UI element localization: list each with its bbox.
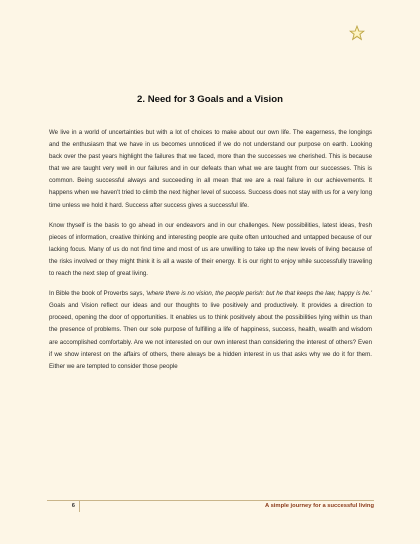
paragraph-3 <box>49 288 372 373</box>
page-footer <box>47 500 374 513</box>
paragraph-2: Know thyself is the basis to go ahead in our endeavors and in our challenges. New possibilities, latest ideas, fresh pieces of information, creative thinking and interesting people are quite often untouched and untapped because of our lacking focus. Many of us do not find time and most of us are unwilling to take up the new levels of living because of the risks involved or they might think it is all a waste of their energy. It is our right to enjoy while successfully traveling to reach the next step of great living. <box>49 221 372 278</box>
star-icon <box>349 25 365 41</box>
proverbs-quote: 'where there is no vision, the people perish: but he that keeps the law, happy is he.' <box>145 290 372 298</box>
paragraph-3-rest: Goals and Vision reflect our ideas and our thoughts to live positively and productively. It provides a direction to proceed, opening the door of opportunities. It enables us to think positively about the possibilities lying within us than the presence of problems. Then our sole purpose of fulfilling a life of happiness, success, health, wealth and wisdom are accomplished comfortably. Are we not interested on our own interest than considering the interest of others? Even if we show interest on the affairs of others, there always be a hidden interest in us that asks why we do it for them. Either we are tempted to consider those people <box>49 302 372 370</box>
body-text <box>49 127 372 381</box>
paragraph-1: We live in a world of uncertainties but with a lot of choices to make about our own life. The eagerness, the longings and the enthusiasm that we have in us becomes unnoticed if we do not understand our purpose on earth. Looking back over the past years highlight the failures that we faced, more than the successes we cherished. This is because that we are taught very well in our failures and in our defeats than what we are taught from our successes. This is common. Being successful always and succeeding in all mean that we are a real failure in our achievements. It happens when we haven't tried to climb the next higher level of success. Success does not stay with us for a very long time unless we hold it hard. Success after success gives a successful life. <box>49 129 372 209</box>
page-number: 6 <box>47 501 80 512</box>
section-heading: 2. Need for 3 Goals and a Vision <box>137 94 283 105</box>
paragraph-3-intro: In Bible the book of Proverbs says, <box>49 290 146 298</box>
book-title: A simple journey for a successful living <box>265 503 374 509</box>
